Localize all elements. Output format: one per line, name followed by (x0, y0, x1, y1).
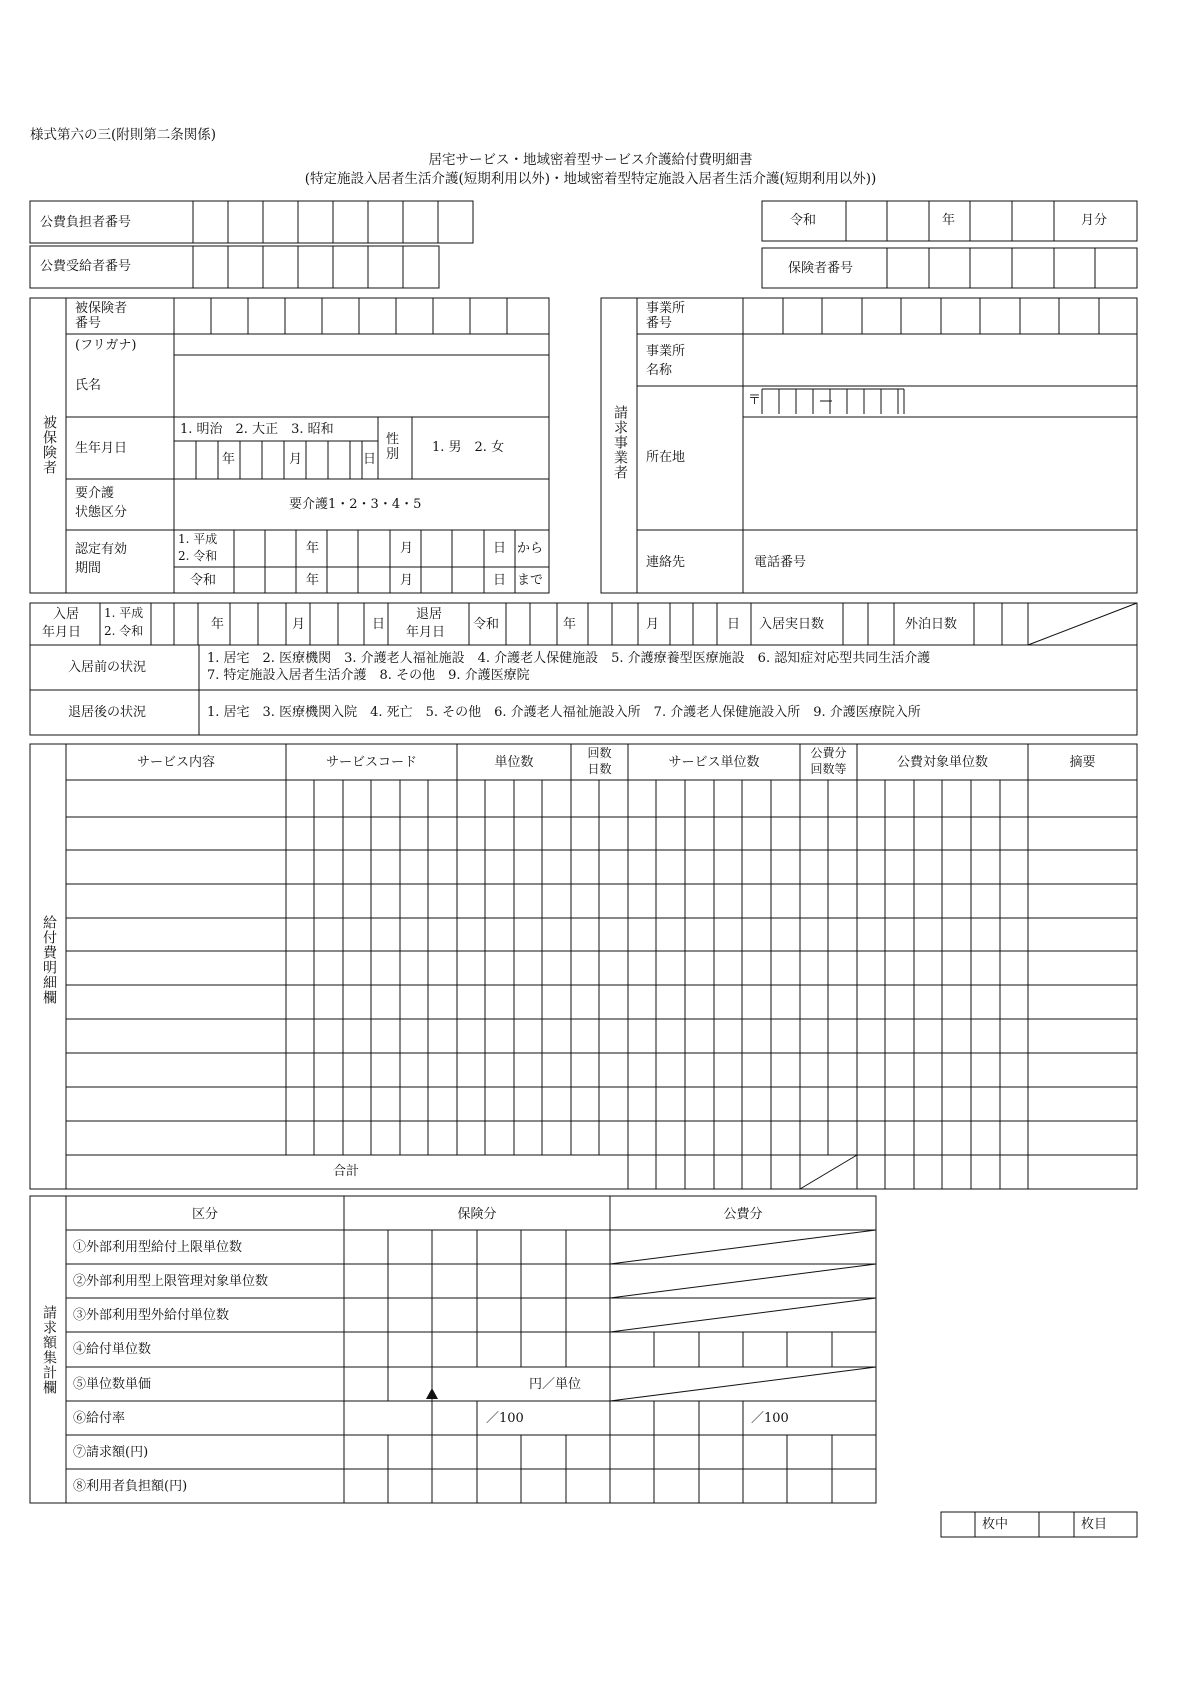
claim-col-insurance: 保険分 (457, 1207, 497, 1222)
move-out-label-2: 年月日 (406, 625, 446, 640)
care-level-options: 要介護1・2・3・4・5 (289, 497, 422, 512)
claim-row-6: ⑥給付率 (73, 1411, 126, 1426)
status-before-options-1: 1. 居宅 2. 医療機関 3. 介護老人福祉施設 4. 介護老人保健施設 5. 介護療養型医療施設 6. 認知症対応型共同生活介護 (207, 651, 931, 666)
cert-period-label-1: 認定有効 (75, 542, 128, 557)
col-public-units: 公費対象単位数 (896, 755, 988, 770)
office-no-label-1: 事業所 (646, 301, 686, 316)
cert-from-label: から (517, 541, 544, 556)
move-out-year-unit: 年 (563, 617, 577, 632)
col-count-2: 日数 (587, 762, 612, 776)
benefit-total-label: 合計 (333, 1164, 360, 1179)
move-in-month-unit: 月 (292, 617, 306, 632)
claim-row-3: ③外部利用型外給付単位数 (73, 1308, 230, 1323)
claim-row-5: ⑤単位数単価 (73, 1377, 152, 1392)
col-public-count-1: 公費分 (810, 746, 847, 760)
insurer-no-label: 保険者番号 (788, 261, 854, 276)
public-rate-per-100: ／100 (751, 1411, 789, 1426)
status-before-options-2: 7. 特定施設入居者生活介護 8. その他 9. 介護医療院 (207, 668, 530, 683)
cert-period-label-2: 期間 (75, 561, 102, 576)
birth-year-unit: 年 (222, 452, 236, 467)
claim-side-label: 請求額集計欄 (41, 1305, 57, 1395)
actual-days-label: 入居実日数 (759, 617, 825, 632)
cert-from-day-unit: 日 (493, 541, 507, 556)
care-level-label-1: 要介護 (75, 486, 115, 501)
form-id: 様式第六の三(附則第二条関係) (30, 127, 217, 143)
provider-side-label: 請求事業者 (612, 405, 628, 480)
col-units: 単位数 (494, 755, 534, 770)
move-in-label-2: 年月日 (42, 625, 82, 640)
move-out-label-1: 退居 (416, 607, 443, 622)
cert-until-day-unit: 日 (493, 573, 507, 588)
sheets-of-label: 枚中 (982, 1517, 1009, 1532)
name-label: 氏名 (75, 378, 102, 393)
birth-date-label: 生年月日 (75, 441, 128, 456)
col-public-count-2: 回数等 (810, 762, 847, 776)
status-after-label: 退居後の状況 (68, 705, 147, 720)
claim-row-7: ⑦請求額(円) (73, 1445, 149, 1460)
cert-from-month-unit: 月 (400, 541, 414, 556)
move-in-year-unit: 年 (211, 617, 225, 632)
insured-side-label: 被保険者 (41, 415, 57, 475)
contact-label: 連絡先 (646, 555, 686, 570)
office-name-label-2: 名称 (646, 363, 673, 378)
overnight-days-label: 外泊日数 (905, 617, 958, 632)
sheet-no-label: 枚目 (1081, 1517, 1108, 1532)
office-name-label-1: 事業所 (646, 344, 686, 359)
insured-number-label-2: 番号 (75, 316, 102, 331)
date-reiwa-label: 令和 (790, 213, 817, 228)
address-label: 所在地 (646, 450, 686, 465)
claim-row-8: ⑧利用者負担額(円) (73, 1479, 188, 1494)
form-subtitle: (特定施設入居者生活介護(短期利用以外)・地域密着型特定施設入居者生活介護(短期利用以外)) (304, 171, 877, 187)
sex-label-2: 別 (386, 447, 400, 462)
birth-day-unit: 日 (363, 452, 377, 467)
cert-until-year-unit: 年 (306, 573, 320, 588)
public-payer-no-label: 公費負担者番号 (40, 215, 132, 230)
status-after-options: 1. 居宅 3. 医療機関入院 4. 死亡 5. その他 6. 介護老人福祉施設入所 7. 介護老人保健施設入所 9. 介護医療院入所 (207, 705, 921, 720)
yen-per-unit-label: 円／単位 (529, 1377, 582, 1392)
date-month-portion-label: 月分 (1081, 213, 1108, 228)
public-recipient-no-label: 公費受給者番号 (40, 259, 132, 274)
move-out-day-unit: 日 (727, 617, 741, 632)
sex-options: 1. 男 2. 女 (432, 440, 505, 455)
benefit-side-label: 給付費明細欄 (41, 915, 57, 1005)
cert-era-1: 1. 平成 (178, 532, 218, 546)
move-out-month-unit: 月 (646, 617, 660, 632)
decimal-point-marker (426, 1388, 438, 1399)
claim-row-1: ①外部利用型給付上限単位数 (73, 1240, 243, 1255)
claim-col-public: 公費分 (723, 1207, 763, 1222)
care-level-label-2: 状態区分 (75, 505, 128, 520)
claim-col-category: 区分 (191, 1207, 218, 1222)
col-service: サービス内容 (136, 755, 215, 770)
cert-until-reiwa: 令和 (190, 573, 217, 588)
form-title: 居宅サービス・地域密着型サービス介護給付費明細書 (428, 152, 753, 168)
cert-from-year-unit: 年 (306, 541, 320, 556)
claim-row-2: ②外部利用型上限管理対象単位数 (73, 1274, 269, 1289)
move-in-era-1: 1. 平成 (104, 606, 144, 620)
phone-label: 電話番号 (754, 555, 807, 570)
postal-mark: 〒 (748, 393, 762, 408)
insurance-rate-per-100: ／100 (486, 1411, 524, 1426)
col-count-1: 回数 (587, 746, 612, 760)
date-year-label: 年 (942, 213, 956, 228)
cert-until-label: まで (517, 573, 544, 588)
office-no-label-2: 番号 (646, 316, 673, 331)
cert-era-2: 2. 令和 (178, 549, 218, 563)
birth-month-unit: 月 (289, 452, 303, 467)
col-service-units: サービス単位数 (668, 755, 760, 770)
col-remarks: 摘要 (1069, 755, 1096, 770)
move-in-label-1: 入居 (53, 607, 80, 622)
move-in-day-unit: 日 (372, 617, 386, 632)
sex-label-1: 性 (386, 432, 400, 447)
move-in-era-2: 2. 令和 (104, 624, 144, 638)
insured-number-label-1: 被保険者 (75, 301, 128, 316)
move-out-reiwa: 令和 (473, 617, 500, 632)
birth-era-options: 1. 明治 2. 大正 3. 昭和 (180, 422, 334, 437)
status-before-label: 入居前の状況 (68, 660, 147, 675)
claim-row-4: ④給付単位数 (73, 1342, 152, 1357)
col-service-code: サービスコード (325, 755, 417, 770)
cert-until-month-unit: 月 (400, 573, 414, 588)
furigana-label: (フリガナ) (75, 338, 137, 353)
